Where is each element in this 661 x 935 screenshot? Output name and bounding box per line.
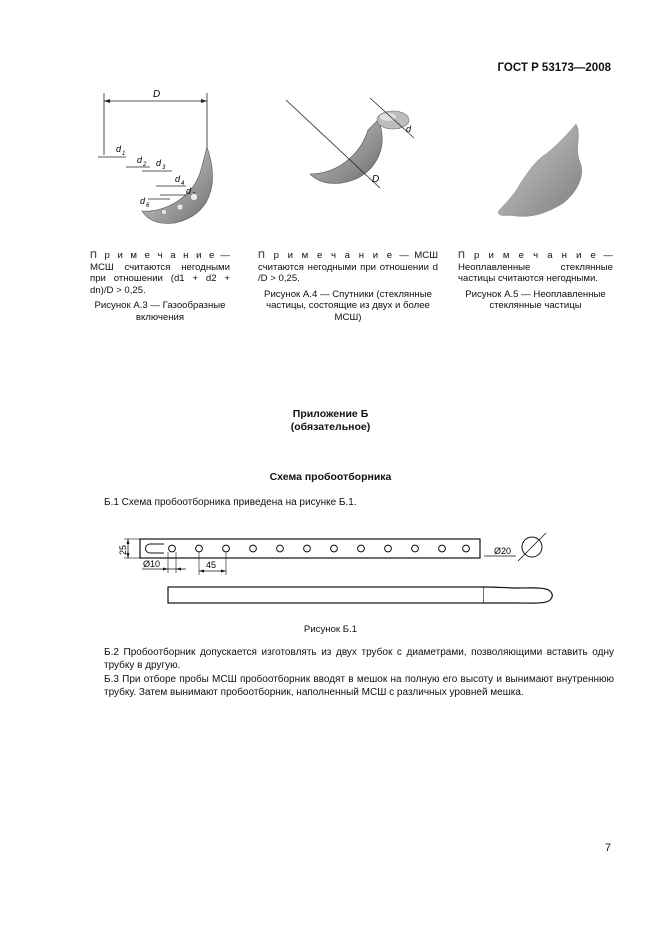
figure-a5-caption: Рисунок А.5 — Неоплавленные стеклянные частицы xyxy=(465,288,606,312)
dim-25: 25 xyxy=(118,544,128,555)
label-d6-sub: 6 xyxy=(146,203,150,209)
label-d1-sub: 1 xyxy=(122,151,126,157)
page-number: 7 xyxy=(604,842,611,854)
figure-a4-drawing xyxy=(280,90,420,195)
dim-pitch: 45 xyxy=(206,560,217,570)
dim-hole-diameter: Ø10 xyxy=(143,559,161,569)
label-D: D xyxy=(372,174,380,185)
label-d: d xyxy=(406,124,412,134)
figure-a4-note xyxy=(258,250,438,324)
label-d1: d xyxy=(116,144,122,154)
figure-a3-caption: Рисунок А.3 — Газообразные включения xyxy=(94,300,226,323)
section-title: Схема пробоотборника xyxy=(269,471,392,483)
label-d4-sub: 4 xyxy=(181,181,185,187)
figure-b1-drawing xyxy=(120,525,560,613)
label-d2: d xyxy=(137,155,143,165)
figure-a3-note xyxy=(90,250,230,324)
dim-tube-diameter: Ø20 xyxy=(494,546,512,556)
appendix-title: Приложение Б xyxy=(292,408,369,420)
figure-a3-drawing xyxy=(90,85,230,235)
label-d5: d xyxy=(186,186,192,196)
label-d4: d xyxy=(175,174,181,184)
figure-a5-note xyxy=(458,250,613,312)
figure-a5-drawing xyxy=(490,120,590,225)
note-text: — МСШ считаются негодными при отношении d /D > 0,25. xyxy=(258,250,438,285)
label-d3-sub: 3 xyxy=(162,165,166,171)
label-d6: d xyxy=(140,196,146,206)
appendix-title-block xyxy=(0,408,661,434)
paragraph-b2-text: Б.2 Пробоотборник допускается изготовлять из двух трубок с диаметрами, позволяющими вставить одну трубку в другую. xyxy=(104,647,614,671)
note-label: П р и м е ч а н и е xyxy=(90,250,216,261)
label-d2-sub: 2 xyxy=(143,162,147,168)
appendix-subtitle: (обязательное) xyxy=(290,421,371,433)
figure-b1-caption: Рисунок Б.1 xyxy=(303,624,358,635)
note-text: — Неоплавленные стеклянные частицы считаются негодными. xyxy=(458,250,613,285)
note-label: П р и м е ч а н и е xyxy=(258,250,394,261)
note-label: П р и м е ч а н и е xyxy=(458,250,598,261)
paragraph-b3 xyxy=(104,673,614,699)
label-d3: d xyxy=(156,158,162,168)
paragraph-b3-text: Б.3 При отборе пробы МСШ пробоотборник вводят в мешок на полную его высоту и вынимают внутреннюю трубку. Затем вынимают пробоотборник, наполненный МСШ с различных уровней мешка. xyxy=(104,674,614,698)
paragraph-b2 xyxy=(104,646,614,672)
label-D: D xyxy=(153,89,161,100)
paragraph-b1: Б.1 Схема пробоотборника приведена на рисунке Б.1. xyxy=(104,497,357,508)
document-code: ГОСТ Р 53173—2008 xyxy=(497,62,611,74)
figure-a4-caption: Рисунок А.4 — Спутники (стеклянные частицы, состоящие из двух и более МСШ) xyxy=(264,288,432,323)
note-text: — МСШ считаются негодными при отношении (d1 + d2 + dn)/D > 0,25. xyxy=(90,250,230,296)
